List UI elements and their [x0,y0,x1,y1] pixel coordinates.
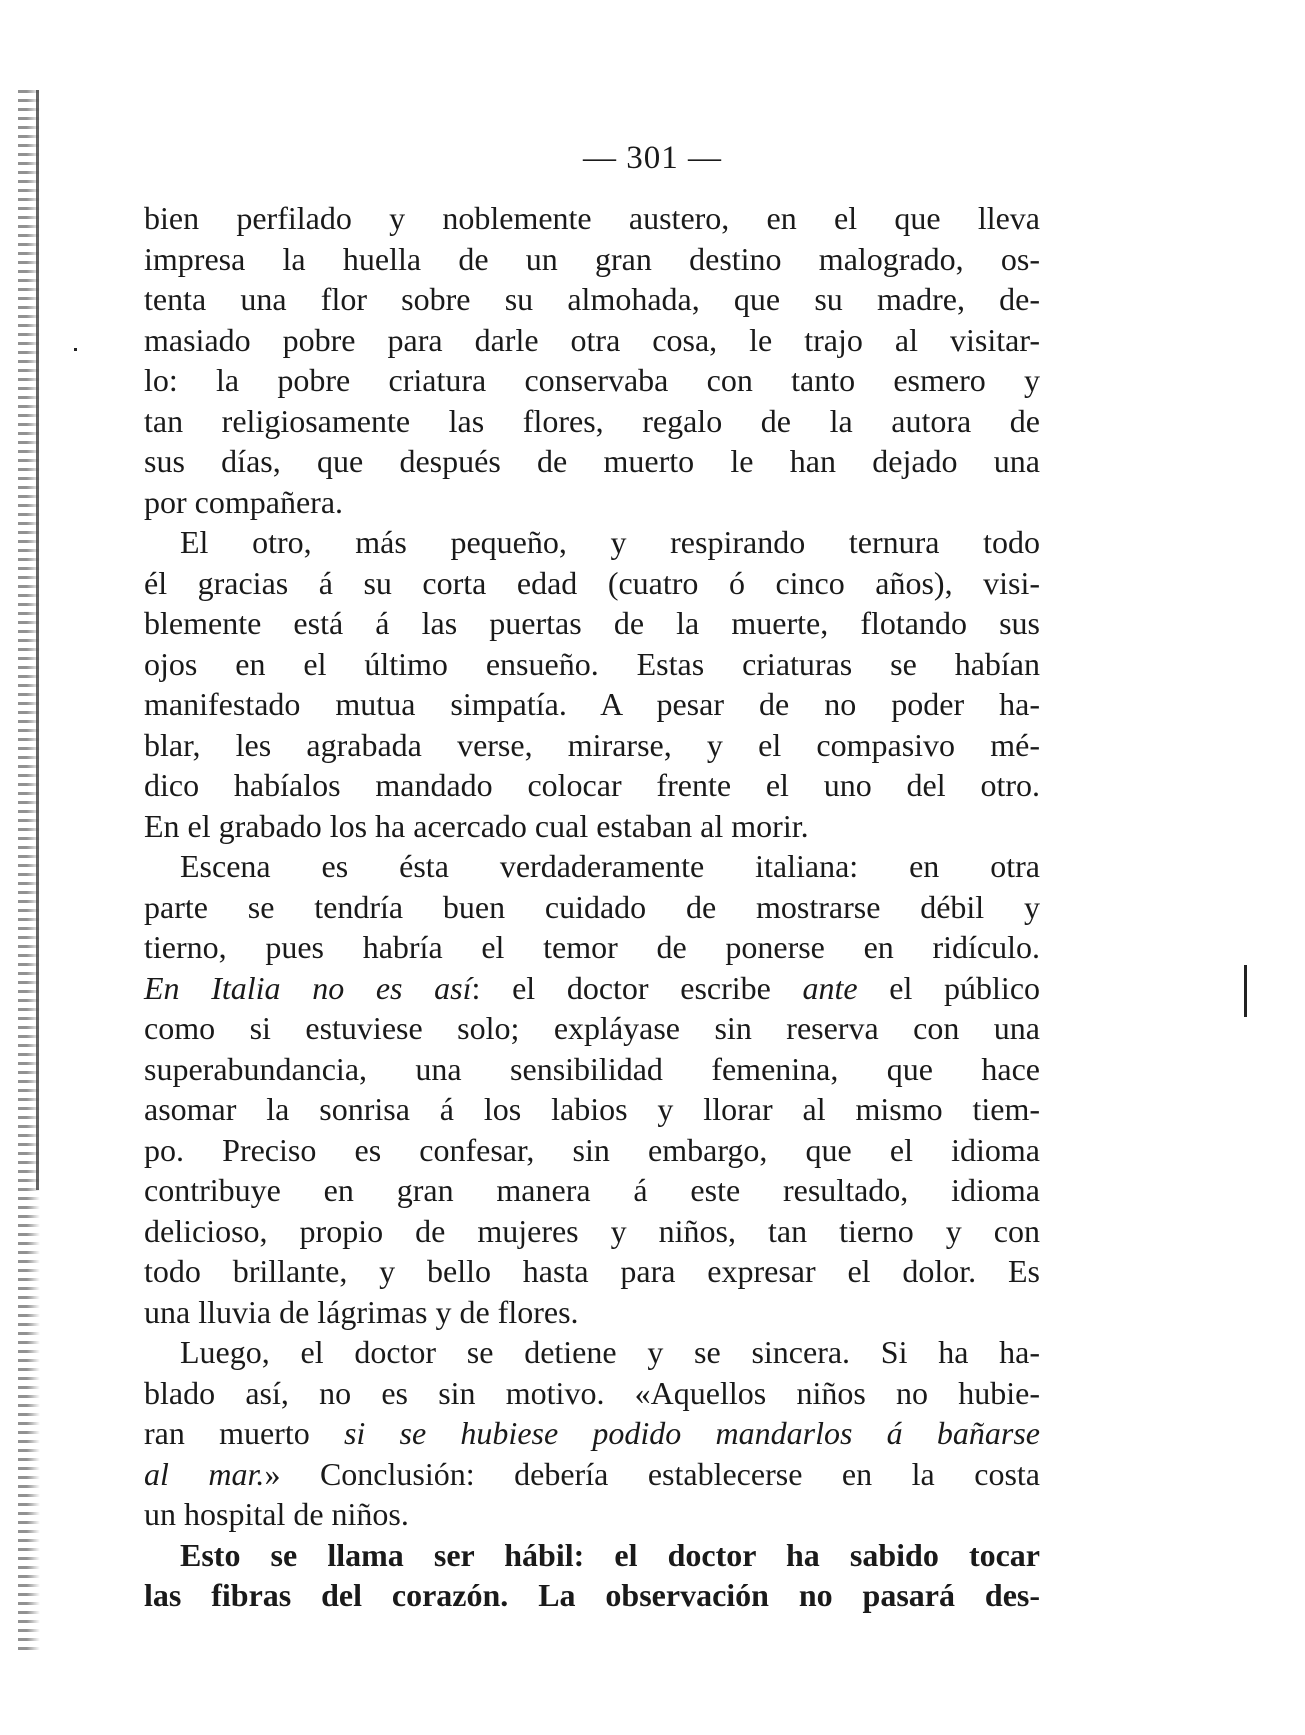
text-segment: contribuye en gran manera á este resultado, idioma [144,1172,1040,1208]
text-line [144,1251,1040,1292]
text-line [144,725,1040,766]
text-line [144,806,1040,847]
text-line [144,1535,1040,1576]
text-segment: ran muerto [144,1415,344,1451]
text-segment: masiado pobre para darle otra cosa, le trajo al visitar- [144,321,1040,358]
text-segment: Escena es ésta verdaderamente italiana: en otra [180,848,1040,884]
italic-segment: al mar. [144,1455,265,1492]
text-line [144,1413,1040,1454]
text-line [144,1575,1040,1616]
text-line [144,1049,1040,1090]
text-line [144,887,1040,928]
text-segment: po. Preciso es confesar, sin embargo, que el idioma [144,1131,1040,1168]
text-line [144,360,1040,401]
text-line [144,1292,1040,1333]
margin-dot [74,348,77,351]
text-line [144,1211,1040,1252]
text-segment: lo: la pobre criatura conservaba con tanto esmero y [144,362,1040,398]
text-segment: El otro, más pequeño, y respirando ternura todo [180,524,1040,560]
text-segment: Esto se llama ser hábil: el doctor ha sabido tocar [180,1536,1040,1573]
text-line [144,603,1040,644]
text-line [144,441,1040,482]
text-line [144,846,1040,887]
text-line [144,320,1040,361]
text-segment: impresa la huella de un gran destino malogrado, os- [144,240,1040,277]
text-segment: blado así, no es sin motivo. «Aquellos niños no hubie- [144,1374,1040,1411]
text-line [144,1454,1040,1495]
text-line [144,1008,1040,1049]
text-line [144,563,1040,604]
text-line [144,1089,1040,1130]
margin-mark [1244,965,1247,1017]
body-text [144,198,1040,1616]
text-segment: tan religiosamente las flores, regalo de la autora de [144,402,1040,439]
text-segment: las fibras del corazón. La observación no pasará des- [144,1577,1040,1613]
italic-segment: si se hubiese podido mandarlos á bañarse [343,1415,1041,1451]
text-line [144,1332,1040,1373]
text-segment: una lluvia de lágrimas y de flores. [144,1293,579,1330]
text-segment: parte se tendría buen cuidado de mostrarse débil y [144,888,1040,925]
page-binding-edge [36,90,39,1190]
text-segment: sus días, que después de muerto le han dejado una [144,443,1040,479]
text-segment: él gracias á su corta edad (cuatro ó cinco años), visi- [144,564,1040,601]
text-segment: delicioso, propio de mujeres y niños, tan tierno y con [144,1212,1040,1249]
text-segment: tenta una flor sobre su almohada, que su madre, de- [144,281,1040,317]
text-line [144,522,1040,563]
text-segment: un hospital de niños. [144,1496,409,1532]
text-line [144,1373,1040,1414]
text-segment: asomar la sonrisa á los labios y llorar al mismo tiem- [144,1091,1040,1127]
italic-segment: En Italia no es así [144,969,472,1006]
text-line [144,968,1040,1009]
text-segment: blemente está á las puertas de la muerte, flotando sus [144,605,1040,641]
text-line [144,684,1040,725]
text-line [144,1130,1040,1171]
text-segment: el público [857,969,1041,1006]
text-line [144,198,1040,239]
text-segment: todo brillante, y bello hasta para expresar el dolor. Es [144,1253,1040,1289]
text-segment: : el doctor escribe [471,969,803,1006]
text-segment: » Conclusión: debería establecerse en la costa [264,1455,1041,1492]
text-line [144,644,1040,685]
text-segment: En el grabado los ha acercado cual estaban al morir. [144,807,809,844]
text-line [144,239,1040,280]
text-segment: por compañera. [144,483,344,520]
text-segment: manifestado mutua simpatía. A pesar de no poder ha- [144,686,1040,722]
text-segment: bien perfilado y noblemente austero, en el que lleva [144,200,1040,236]
text-segment: superabundancia, una sensibilidad femenina, que hace [144,1050,1040,1087]
text-line [144,401,1040,442]
text-line [144,1170,1040,1211]
text-line [144,765,1040,806]
text-segment: como si estuviese solo; expláyase sin reserva con una [144,1010,1040,1046]
page-number: — 301 — [583,140,722,176]
text-line [144,1494,1040,1535]
text-line [144,482,1040,523]
text-segment: tierno, pues habría el temor de ponerse en ridículo. [144,929,1040,965]
italic-segment: ante [802,969,858,1006]
text-segment: ojos en el último ensueño. Estas criaturas se habían [144,645,1040,682]
text-line [144,279,1040,320]
text-segment: blar, les agrabada verse, mirarse, y el compasivo mé- [144,726,1040,763]
text-segment: Luego, el doctor se detiene y se sincera. Si ha ha- [180,1334,1040,1370]
text-line [144,927,1040,968]
text-segment: dico habíalos mandado colocar frente el uno del otro. [144,767,1040,803]
